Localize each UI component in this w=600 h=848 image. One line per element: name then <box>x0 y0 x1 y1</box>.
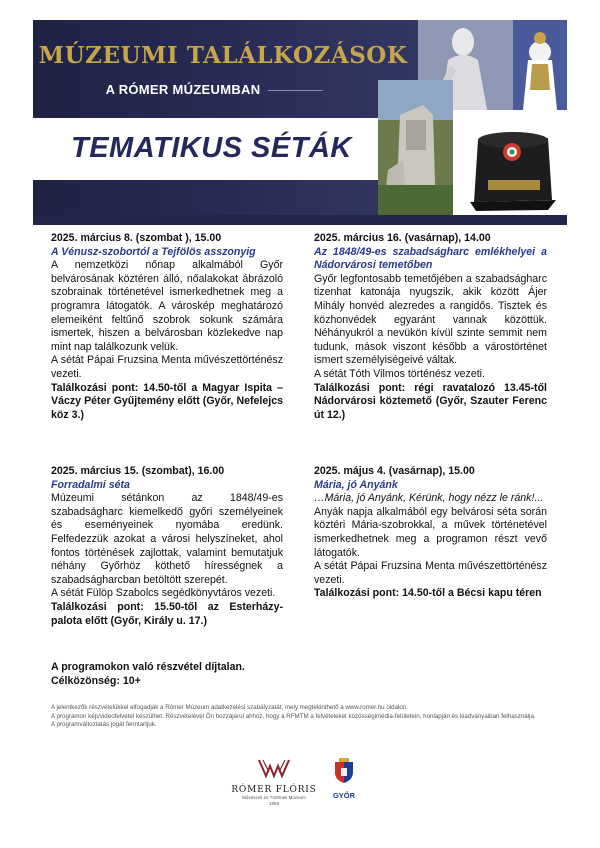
event-title: Az 1848/49-es szabadságharc emlékhelyei a Nádorvárosi temetőben <box>314 245 547 272</box>
romer-emblem-icon <box>257 758 291 778</box>
event-meeting-point: Találkozási pont: 14.50-től a Magyar Ispita – Váczy Péter Gyűjtemény előtt (Győr, Nefelejcs köz 3.) <box>51 381 283 421</box>
fine-print <box>51 704 551 730</box>
event-date: 2025. március 16. (vasárnap), 14.00 <box>314 232 491 244</box>
participation-notes <box>51 660 551 688</box>
poster-subtitle: A RÓMER MÚZEUMBAN <box>105 82 261 97</box>
event-meeting-point: Találkozási pont: 15.50-től az Esterházy-palota előtt (Győr, Király u. 17.) <box>51 600 283 627</box>
event-card-3 <box>51 465 283 628</box>
event-meeting-point: Találkozási pont: 14.50-től a Bécsi kapu téren <box>314 587 542 600</box>
event-description: Győr legfontosabb temetőjében a szabadságharc tizenhat katonája nyugszik, akik között Ájer Mihály honvéd alezredes a rangidős. Tisztek és közhonvédek egyaránt vannak közöttük. Néhányukról a nevükön kívül szinte semmit nem tudunk, mások viszont később a várostörténet ismert személyiségeivé váltak. <box>314 272 547 367</box>
gyor-coat-of-arms-icon <box>333 758 355 784</box>
event-card-4 <box>314 465 547 601</box>
event-quote: …Mária, jó Anyánk, Kérünk, hogy nézz le ránk!... <box>314 492 544 505</box>
event-description: Múzeumi sétánkon az 1848/49-es szabadságharc kiemelkedő győri személyeinek és eseményeinek nyomába eredünk. Felfedezzük azokat a városi helyszíneket, ahol fontos történések zajlottak, valamint bemutatjuk néhány Győrhöz köthető hírességnek a szabadságharcban betöltött szerepét. <box>51 492 283 586</box>
event-date: 2025. március 8. (szombat ), 15.00 <box>51 232 222 244</box>
event-title: A Vénusz-szobortól a Tejfölös asszonyig <box>51 245 256 258</box>
event-date: 2025. március 15. (szombat), 16.00 <box>51 465 225 477</box>
media-consent-note: A programon kép/videofelvétel készülhet. Részvételével Ön hozzájárul ahhoz, hogy a RFMTM a felvételeket közösségimédia-felületein, honlapján és kiadványaiban felhasználja. <box>51 712 536 720</box>
romer-museum-logo <box>229 758 319 818</box>
gyor-city-logo <box>329 758 359 818</box>
header-banner <box>33 20 567 215</box>
header-bottom-bar <box>33 215 567 225</box>
event-card-2 <box>314 232 547 422</box>
shako-hat-photo <box>453 110 567 215</box>
monument-photo <box>378 80 453 215</box>
fee-note: A programokon való részvétel díjtalan. <box>51 661 245 673</box>
event-date: 2025. május 4. (vasárnap), 15.00 <box>314 465 475 477</box>
romer-logo-year: 1858 <box>268 801 279 806</box>
subtitle-divider <box>268 90 323 91</box>
event-title: Forradalmi séta <box>51 478 130 491</box>
poster-title: MÚZEUMI TALÁLKOZÁSOK <box>38 42 408 69</box>
changes-note: A programváltoztatás jogát fenntartjuk. <box>51 721 157 729</box>
event-description: Anyák napja alkalmából egy belvárosi séta során köztéri Mária-szobrokkal, a művek történetével ismerkedhetnek meg a programon részt vevő látogatók. <box>314 505 547 559</box>
poster <box>33 20 567 828</box>
event-meeting-point: Találkozási pont: régi ravatalozó 13.45-től Nádorvárosi köztemető (Győr, Szauter Ferenc út 12.) <box>314 381 547 421</box>
romer-logo-name: RÓMER FLÓRIS <box>231 785 317 795</box>
romer-logo-subtitle: Művészeti és Történeti Múzeum <box>242 795 306 800</box>
event-guide: A sétát Fülöp Szabolcs segédkönyvtáros vezeti. <box>51 587 276 600</box>
event-description: A nemzetközi nőnap alkalmából Győr belvárosának köztéren álló, nőalakokat ábrázoló szobrainak történetével ismerkedhetnek meg a programra látogatók. A városkép meghatározó elemeiként feltűnő szobrok sokunk számára ismertek, hiszen a belvárosban közlekedve nap mint nap találkozunk velük. <box>51 259 283 353</box>
audience-note: Célközönség: 10+ <box>51 675 141 687</box>
header-photo-collage <box>378 20 567 215</box>
privacy-note: A jelentkezők részvételükkel elfogadják a Rómer Múzeum adatkezelési szabályzatát, mely megtekinthető a www.romer.hu oldalon. <box>51 704 408 711</box>
event-card-1 <box>51 232 283 422</box>
gyor-logo-text: GYŐR <box>332 791 356 800</box>
event-title: Mária, jó Anyánk <box>314 478 398 491</box>
event-guide: A sétát Pápai Fruzsina Menta művészettörténész vezeti. <box>51 354 283 380</box>
event-guide: A sétát Tóth Vilmos történész vezeti. <box>314 367 485 380</box>
event-guide: A sétát Pápai Fruzsina Menta művészettörténész vezeti. <box>314 560 547 586</box>
program-title: TEMATIKUS SÉTÁK <box>71 132 352 164</box>
